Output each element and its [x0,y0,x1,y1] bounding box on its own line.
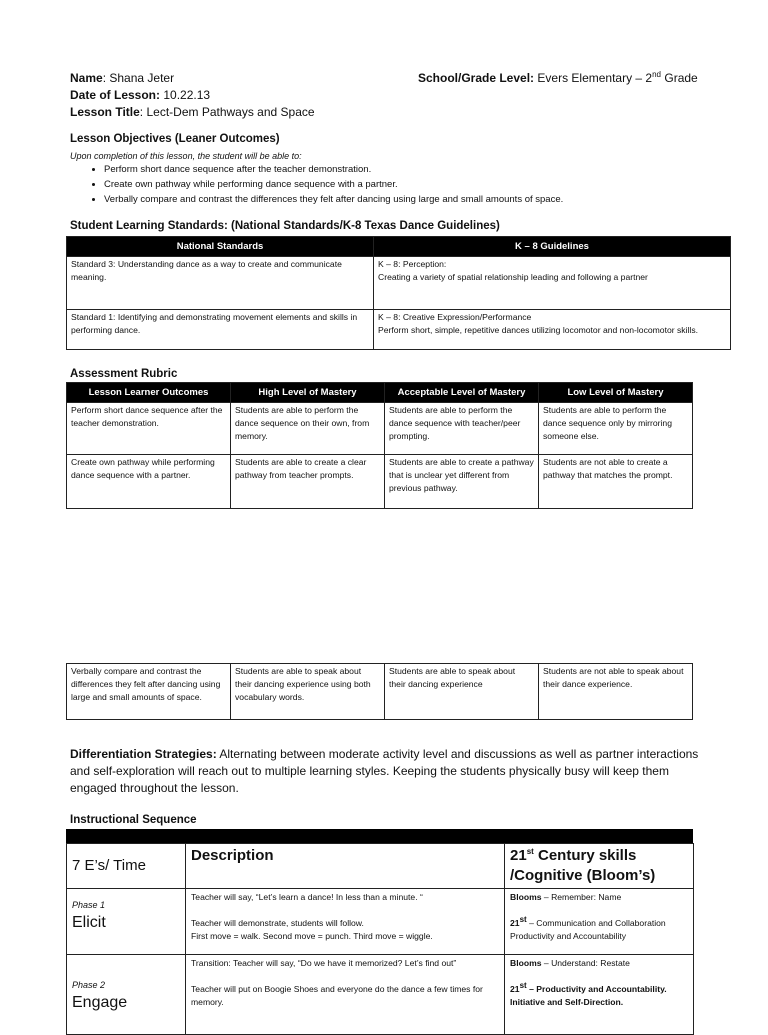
skills-21: 21 [510,847,527,864]
school-value: Evers Elementary – 2 [537,71,653,85]
rubric-low: Students are not able to speak about their dance experience. [539,664,693,720]
table-row [67,889,694,955]
phase-label: Phase 2 [72,980,106,990]
phase-name: Elicit [72,914,106,931]
title-label: Lesson Title [70,105,140,119]
sequence-col-time: 7 E’s/ Time [72,857,146,874]
sequence-heading: Instructional Sequence [70,814,197,826]
objective-item: • Perform short dance sequence after the teacher demonstration. [104,162,728,177]
standard-guideline [374,257,731,310]
table-row [67,403,693,455]
school-sup: nd [652,70,662,79]
rubric-col-header: High Level of Mastery [231,383,385,403]
rubric-col-header: Acceptable Level of Mastery [385,383,539,403]
rubric-acceptable: Students are able to speak about their dancing experience [385,664,539,720]
rubric-low: Students are not able to create a pathway that matches the prompt. [539,455,693,509]
c21-sup: st [519,915,527,925]
rubric-acceptable: Students are able to create a pathway that is unclear yet different from previous pathway. [385,455,539,509]
phase-skills [505,955,694,1035]
phase-cell [67,889,186,955]
standards-table [66,236,731,350]
rubric-table [66,382,693,509]
objectives-list [68,162,728,207]
standard-guideline [374,310,731,350]
table-row [67,455,693,509]
standards-heading: Student Learning Standards: (National Standards/K-8 Texas Dance Guidelines) [70,220,500,232]
standard-national: Standard 3: Understanding dance as a way to create and communicate meaning. [67,257,374,310]
table-row [67,257,731,310]
skills-text: Century skills /Cognitive (Bloom’s) [510,847,656,884]
date-value: 10.22.13 [163,88,211,102]
rubric-outcome: Verbally compare and contrast the differences they felt after dancing using large and small amounts of space. [67,664,231,720]
rubric-heading: Assessment Rubric [70,368,178,380]
c21-sup: st [519,981,527,991]
phase-description [186,955,505,1035]
c21-text: – Communication and Collaboration Productivity and Accountability [510,918,666,941]
objective-item: • Create own pathway while performing dance sequence with a partner. [104,177,728,192]
rubric-outcome: Create own pathway while performing dance sequence with a partner. [67,455,231,509]
rubric-high: Students are able to create a clear pathway from teacher prompts. [231,455,385,509]
standard-national: Standard 1: Identifying and demonstrating movement elements and skills in performing dance. [67,310,374,350]
title-value: Lect-Dem Pathways and Space [146,105,315,119]
sequence-header-bar [66,829,693,843]
rubric-col-header: Low Level of Mastery [539,383,693,403]
standards-col-header: National Standards [67,237,374,257]
phase-desc-line: Teacher will put on Boogie Shoes and everyone do the dance a few times for memory. [191,984,483,1007]
rubric-col-header: Lesson Learner Outcomes [67,383,231,403]
guideline-text: Perform short, simple, repetitive dances utilizing locomotor and non-locomotor skills. [378,325,699,335]
phase-desc-line: Teacher will demonstrate, students will follow. [191,918,364,928]
table-row [67,844,694,889]
phase-description [186,889,505,955]
name-label: Name [70,71,103,85]
c21-label: 21 [510,918,520,928]
rubric-table-continued [66,663,693,720]
lesson-header-right [418,70,698,87]
differentiation-paragraph [70,746,700,797]
c21-text: – Productivity and Accountability. Initiative and Self-Direction. [510,984,667,1007]
table-row [67,664,693,720]
phase-desc-line: Teacher will say, “Let’s learn a dance! In less than a minute. “ [191,892,423,902]
rubric-high: Students are able to speak about their dancing experience using both vocabulary words. [231,664,385,720]
blooms-text: – Understand: Restate [541,958,630,968]
phase-label: Phase 1 [72,900,106,910]
phase-cell [67,955,186,1035]
c21-label: 21 [510,984,520,994]
table-row [67,955,694,1035]
standards-col-header: K – 8 Guidelines [374,237,731,257]
skills-sup: st [526,847,534,856]
lesson-header-left: Name: Shana Jeter Date of Lesson: 10.22.13 Lesson Title: Lect-Dem Pathways and Space [70,71,315,119]
guideline-title: K – 8: Perception: [378,259,447,269]
guideline-title: K – 8: Creative Expression/Performance [378,312,532,322]
differentiation-label: Differentiation Strategies: [70,747,217,761]
blooms-label: Blooms [510,892,542,902]
phase-skills [505,889,694,955]
sequence-col-description: Description [191,847,274,864]
rubric-outcome: Perform short dance sequence after the teacher demonstration. [67,403,231,455]
school-label: School/Grade Level: [418,71,535,85]
date-label: Date of Lesson: [70,88,161,102]
rubric-acceptable: Students are able to perform the dance sequence with teacher/peer prompting. [385,403,539,455]
name-value: Shana Jeter [109,71,175,85]
guideline-text: Creating a variety of spatial relationship leading and following a partner [378,272,648,282]
blooms-label: Blooms [510,958,542,968]
objectives-intro: Upon completion of this lesson, the student will be able to: [70,151,302,161]
differentiation-text: Alternating between moderate activity level and discussions as well as partner interactions and self-exploration will reach out to multiple learning styles. Keeping the students physically busy will keep them engaged throughout the lesson. [70,747,699,795]
rubric-low: Students are able to perform the dance sequence only by mirroring someone else. [539,403,693,455]
phase-desc-line: First move = walk. Second move = punch. Third move = wiggle. [191,931,433,941]
sequence-col-skills [510,847,655,884]
sequence-table [66,843,694,1035]
table-row [67,310,731,350]
phase-desc-line: Transition: Teacher will say, “Do we have it memorized? Let’s find out” [191,958,457,968]
rubric-high: Students are able to perform the dance sequence on their own, from memory. [231,403,385,455]
objective-item: • Verbally compare and contrast the differences they felt after dancing using large and small amounts of space. [104,192,728,207]
phase-name: Engage [72,994,128,1011]
school-suffix: Grade [664,71,698,85]
objectives-heading: Lesson Objectives (Leaner Outcomes) [70,133,280,145]
blooms-text: – Remember: Name [541,892,622,902]
